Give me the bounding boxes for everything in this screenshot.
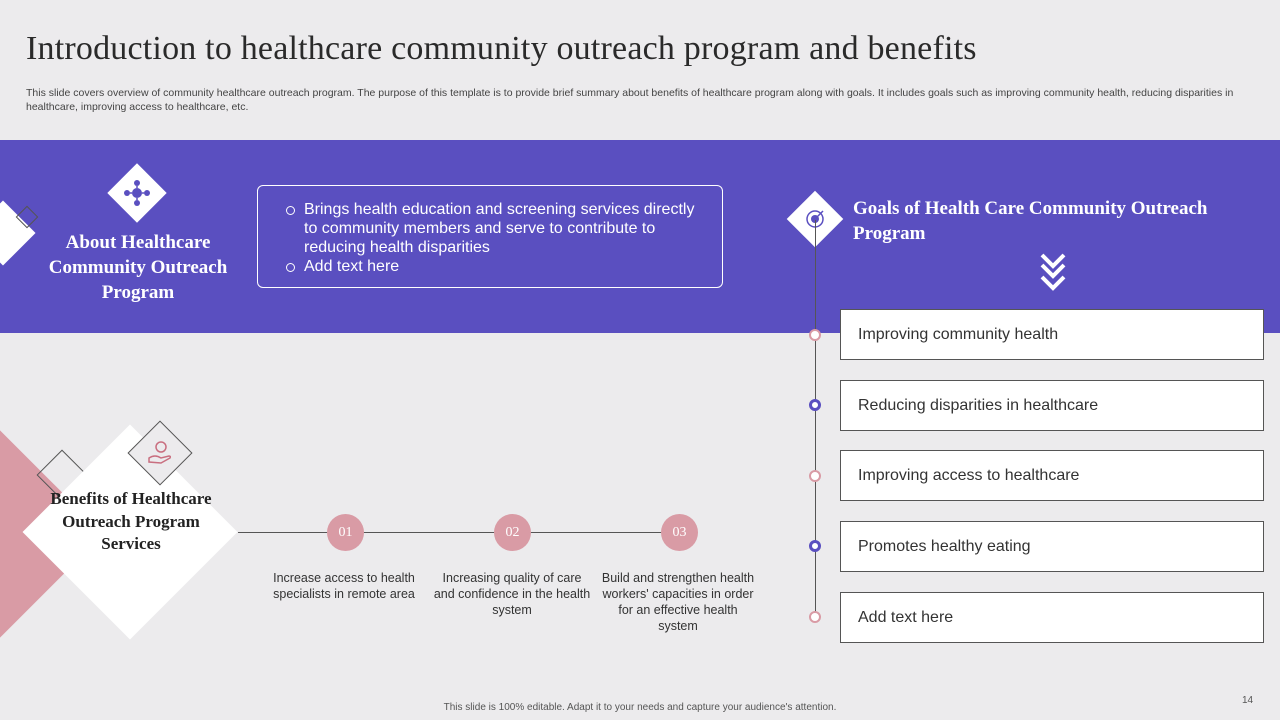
timeline-dot: [809, 329, 821, 341]
hand-care-icon: [145, 438, 175, 468]
step-text: Build and strengthen health workers' capacities in order for an effective health system: [601, 571, 755, 633]
step-text: Increasing quality of care and confidence in the health system: [433, 571, 591, 617]
goal-item: Improving community health: [840, 309, 1264, 360]
slide-subtitle: This slide covers overview of community healthcare outreach program. The purpose of this template is to provide brief summary about benefits of healthcare program along with goals. It includes goals such as improving community health, reducing disparities in healthcare, improving access to healthcare, etc.: [26, 87, 1234, 113]
slide-title: Introduction to healthcare community outreach program and benefits: [26, 30, 977, 67]
goals-timeline-line: [815, 220, 816, 620]
goal-item: Reducing disparities in healthcare: [840, 380, 1264, 431]
footer-note: This slide is 100% editable. Adapt it to your needs and capture your audience's attention.: [443, 702, 837, 713]
about-description-box: [257, 185, 723, 288]
timeline-dot: [809, 470, 821, 482]
step-text: Increase access to health specialists in remote area: [273, 571, 415, 601]
about-bullet: Add text here: [284, 257, 710, 276]
timeline-dot: [809, 399, 821, 411]
benefits-connector-line: [238, 532, 696, 533]
page-number: 14: [1242, 695, 1254, 706]
goals-title: Goals of Health Care Community Outreach Program: [853, 198, 1208, 244]
about-bullet: Brings health education and screening services directly to community members and serve to contribute to reducing health disparities: [284, 200, 710, 257]
step-number: 03: [661, 514, 698, 551]
about-title: About Healthcare Community Outreach Program: [48, 232, 228, 303]
people-network-icon: [120, 176, 154, 210]
step-number: 01: [327, 514, 364, 551]
timeline-dot: [809, 611, 821, 623]
benefits-title: Benefits of Healthcare Outreach Program Services: [50, 489, 212, 553]
step-number: 02: [494, 514, 531, 551]
goal-item: Improving access to healthcare: [840, 450, 1264, 501]
goal-item: Promotes healthy eating: [840, 521, 1264, 572]
goal-item: Add text here: [840, 592, 1264, 643]
timeline-dot: [809, 540, 821, 552]
double-chevron-down-icon: [1039, 252, 1067, 301]
